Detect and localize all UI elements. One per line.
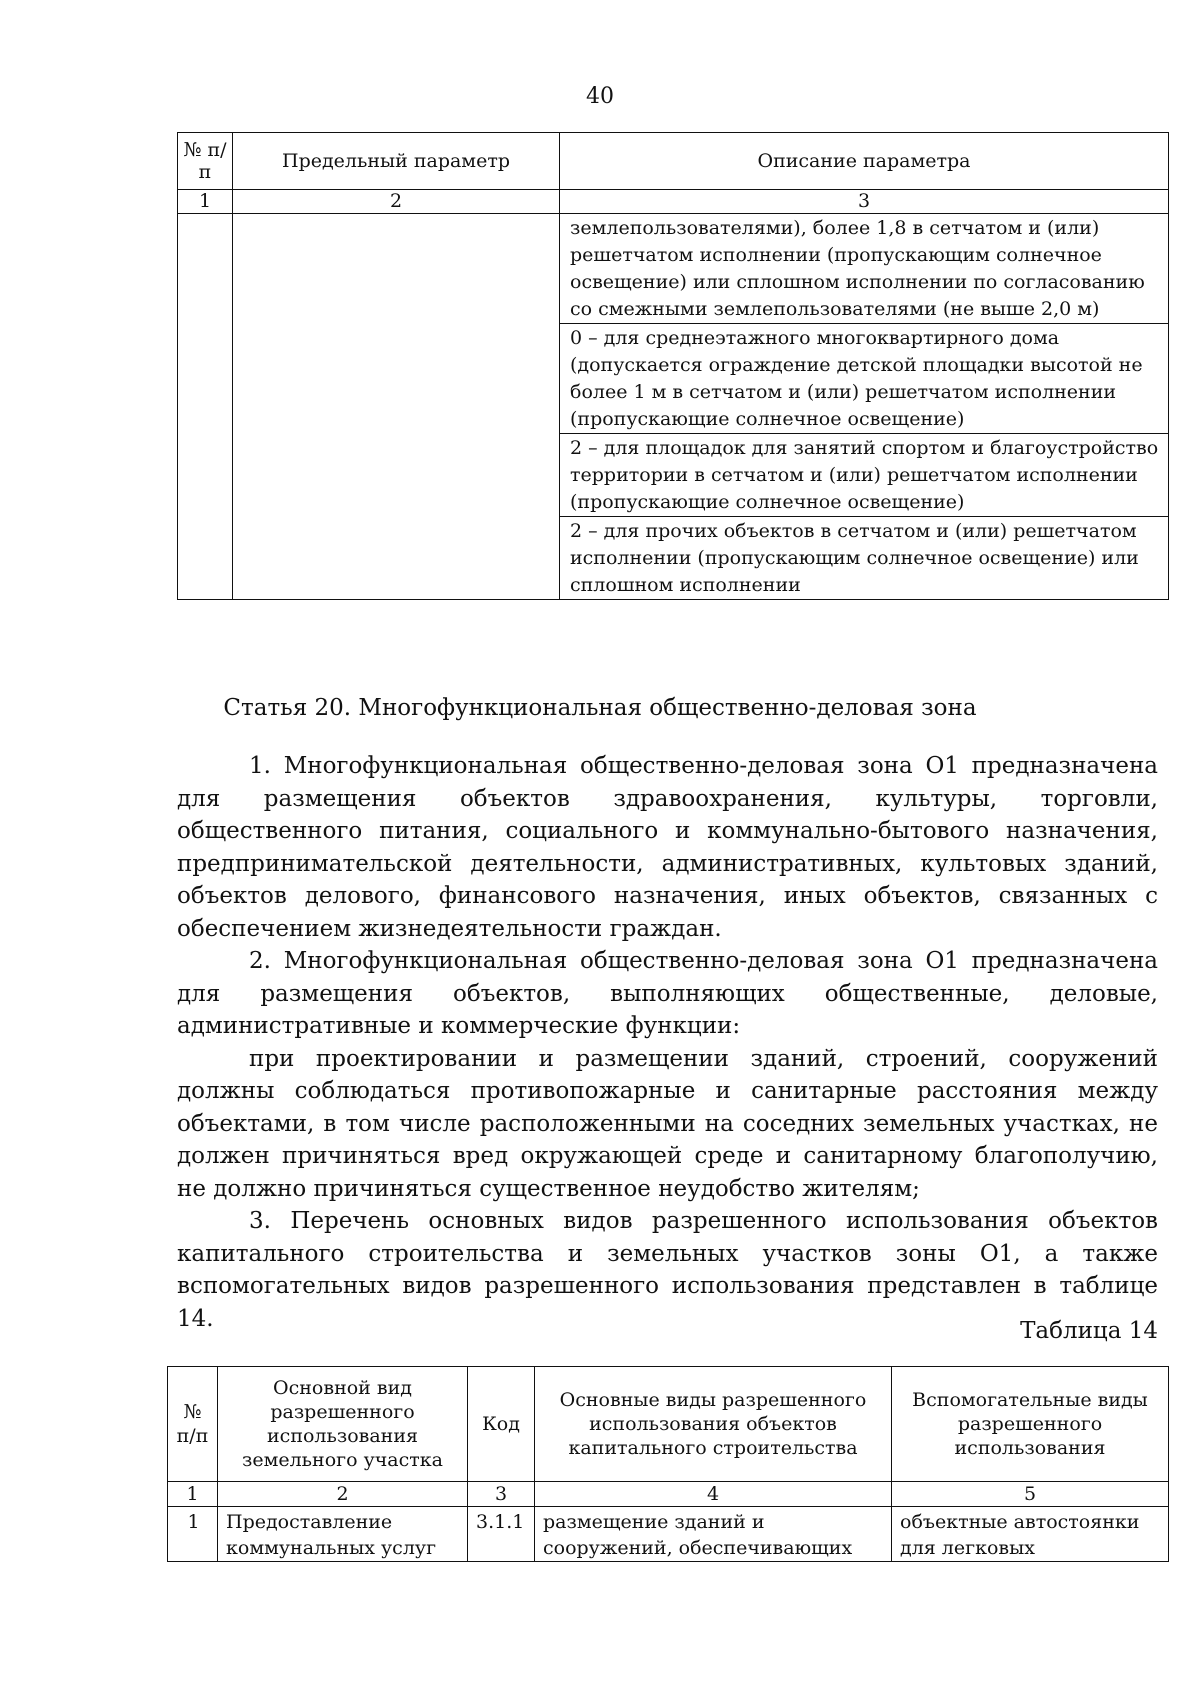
- auxiliary-uses-cell: объектные автостоянки для легковых: [892, 1507, 1169, 1562]
- paragraph: 3. Перечень основных видов разрешенного использования объектов капитального строительства и земельных участков зоны О1, а также вспомогательных видов разрешенного использования представлен в таблице 14.: [177, 1208, 1158, 1332]
- permitted-uses-table: [167, 1366, 1169, 1562]
- capital-uses-cell: размещение зданий и сооружений, обеспечивающих: [535, 1507, 892, 1562]
- table-index-row: [168, 1482, 1169, 1507]
- header-capital-uses: Основные виды разрешенного использования объектов капитального строительства: [535, 1367, 892, 1482]
- paragraph: 1. Многофункциональная общественно-деловая зона О1 предназначена для размещения объектов здравоохранения, культуры, торговли, общественного питания, социального и коммунально-бытового назначения, предпринимательской деятельности, административных, культовых зданий, объектов делового, финансового назначения, иных объектов, связанных с обеспечением жизнедеятельности граждан.: [177, 753, 1158, 942]
- row-num-cell: 1: [168, 1507, 218, 1562]
- index-cell: 2: [218, 1482, 468, 1507]
- header-num: № п/п: [168, 1367, 218, 1482]
- header-auxiliary-uses: Вспомогательные виды разрешенного использования: [892, 1367, 1169, 1482]
- table-row: [178, 214, 1169, 324]
- article-body: [177, 750, 1158, 1335]
- page-number: 40: [586, 84, 614, 109]
- main-type-cell: Предоставление коммунальных услуг: [218, 1507, 468, 1562]
- index-cell: 3: [468, 1482, 535, 1507]
- index-cell: 1: [168, 1482, 218, 1507]
- index-cell: 2: [233, 190, 560, 214]
- table-header-row: [178, 133, 1169, 190]
- index-cell: 4: [535, 1482, 892, 1507]
- header-limit-parameter: Предельный параметр: [233, 133, 560, 190]
- header-parameter-description: Описание параметра: [560, 133, 1169, 190]
- paragraph: 2. Многофункциональная общественно-деловая зона О1 предназначена для размещения объектов, выполняющих общественные, деловые, административные и коммерческие функции:: [177, 948, 1158, 1039]
- parameters-table: [177, 132, 1169, 600]
- header-code: Код: [468, 1367, 535, 1482]
- table-row: [168, 1507, 1169, 1562]
- index-cell: 3: [560, 190, 1169, 214]
- code-cell: 3.1.1: [468, 1507, 535, 1562]
- index-cell: 5: [892, 1482, 1169, 1507]
- table-header-row: [168, 1367, 1169, 1482]
- description-cell: землепользователями), более 1,8 в сетчатом и (или) решетчатом исполнении (пропускающим солнечное освещение) или сплошном исполнении по согласованию со смежными землепользователями (не выше 2,0 м): [560, 214, 1169, 324]
- index-cell: 1: [178, 190, 233, 214]
- table-index-row: [178, 190, 1169, 214]
- header-main-type: Основной вид разрешенного использования земельного участка: [218, 1367, 468, 1482]
- paragraph: при проектировании и размещении зданий, строений, сооружений должны соблюдаться противопожарные и санитарные расстояния между объектами, в том числе расположенными на соседних земельных участках, не должен причиняться вред окружающей среде и санитарному благополучию, не должно причиняться существенное неудобство жителям;: [177, 1045, 1158, 1202]
- header-num: № п/п: [178, 133, 233, 190]
- article-heading: Статья 20. Многофункциональная общественно-деловая зона: [223, 695, 977, 721]
- table-caption: Таблица 14: [1020, 1318, 1158, 1344]
- empty-parameter-cell: [233, 214, 560, 600]
- description-cell: 2 – для прочих объектов в сетчатом и (или) решетчатом исполнении (пропускающим солнечное освещение) или сплошном исполнении: [560, 517, 1169, 600]
- description-cell: 2 – для площадок для занятий спортом и благоустройство территории в сетчатом и (или) решетчатом исполнении (пропускающие солнечное освещение): [560, 434, 1169, 517]
- empty-num-cell: [178, 214, 233, 600]
- description-cell: 0 – для среднеэтажного многоквартирного дома (допускается ограждение детской площадки высотой не более 1 м в сетчатом и (или) решетчатом исполнении (пропускающие солнечное освещение): [560, 324, 1169, 434]
